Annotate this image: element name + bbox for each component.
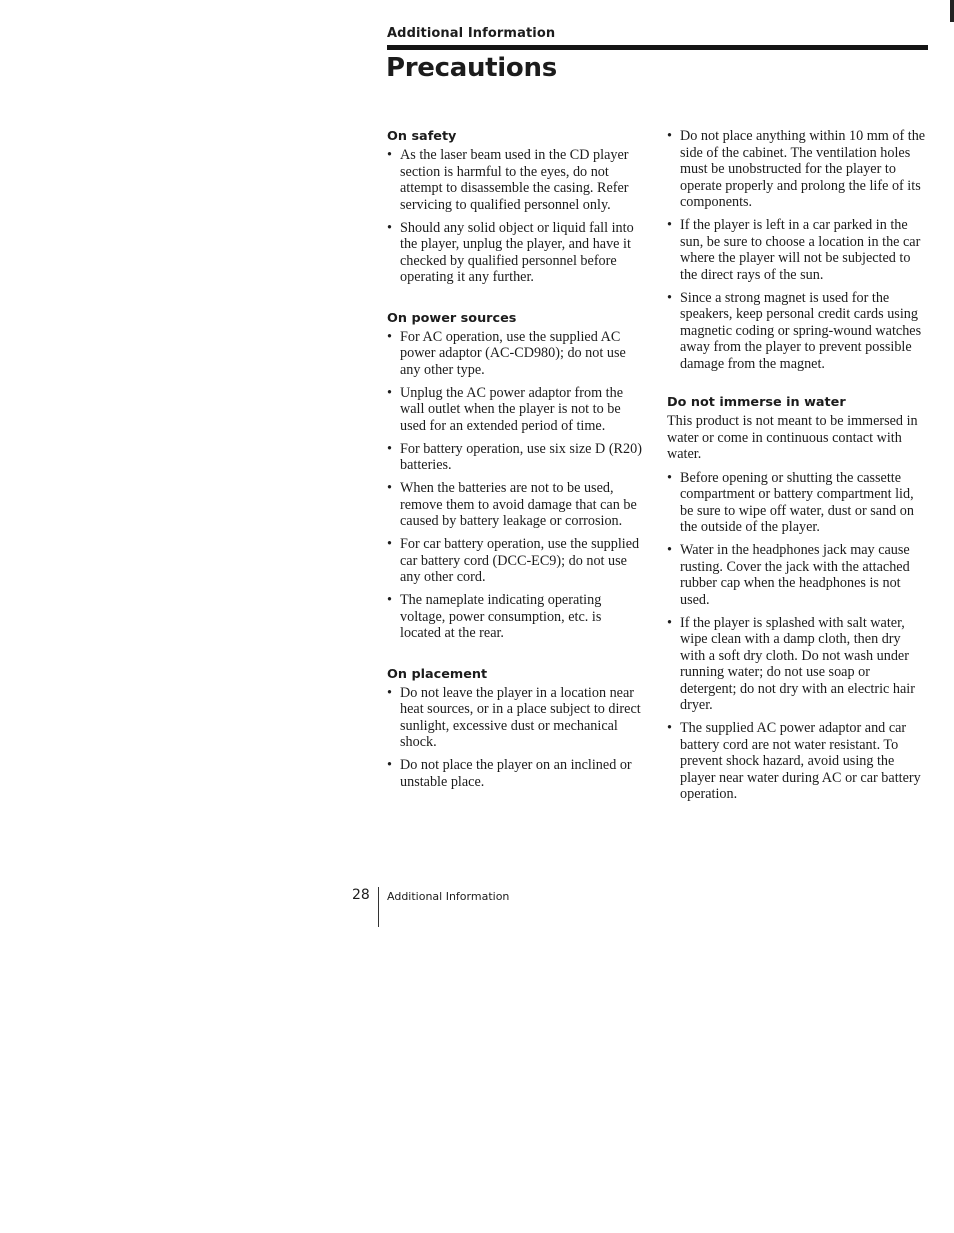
- edge-mark: [950, 0, 954, 22]
- footer-label: Additional Information: [387, 890, 510, 903]
- list-item: • When the batteries are not to be used, remove them to avoid damage that can be caused by battery leakage or corrosion.: [387, 480, 645, 530]
- page-number: 28: [352, 887, 370, 903]
- section-heading: On safety: [387, 129, 457, 144]
- section-label: Additional Information: [387, 26, 556, 41]
- section-on-power-sources: [387, 310, 645, 642]
- list-item: • Do not place the player on an inclined or unstable place.: [387, 757, 645, 790]
- list-item: • Should any solid object or liquid fall into the player, unplug the player, and have it checked by qualified personnel before operating it any further.: [387, 220, 645, 286]
- list-item: • The supplied AC power adaptor and car battery cord are not water resistant. To prevent shock hazard, avoid using the player near water during AC or car battery operation.: [667, 720, 927, 803]
- section-heading: Do not immerse in water: [667, 395, 846, 410]
- list-item: • The nameplate indicating operating voltage, power consumption, etc. is located at the rear.: [387, 592, 645, 642]
- section-do-not-immerse: [667, 394, 927, 803]
- list-item: • As the laser beam used in the CD player section is harmful to the eyes, do not attempt to disassemble the casing. Refer servicing to qualified personnel only.: [387, 147, 645, 213]
- list-item: • Do not leave the player in a location near heat sources, or in a place subject to direct sunlight, excessive dust or mechanical shock.: [387, 685, 645, 751]
- list-item: • Unplug the AC power adaptor from the wall outlet when the player is not to be used for an extended period of time.: [387, 385, 645, 435]
- header-rule: [387, 45, 928, 50]
- list-item: • For AC operation, use the supplied AC power adaptor (AC-CD980); do not use any other type.: [387, 329, 645, 379]
- bullet-list: [387, 685, 645, 791]
- section-placement-continued: [667, 128, 927, 372]
- section-on-safety: [387, 128, 645, 286]
- right-column: [667, 128, 927, 809]
- list-item: • Since a strong magnet is used for the speakers, keep personal credit cards using magnetic coding or spring-wound watches away from the player to prevent possible damage from the magnet.: [667, 290, 927, 373]
- section-on-placement: [387, 666, 645, 791]
- list-item: • For car battery operation, use the supplied car battery cord (DCC-EC9); do not use any other cord.: [387, 536, 645, 586]
- list-item: • Do not place anything within 10 mm of the side of the cabinet. The ventilation holes must be unobstructed for the player to operate properly and prolong the life of its components.: [667, 128, 927, 211]
- bullet-list: [667, 470, 927, 803]
- section-heading: On placement: [387, 666, 488, 682]
- bullet-list: [387, 147, 645, 286]
- list-item: • If the player is splashed with salt water, wipe clean with a damp cloth, then dry with a soft dry cloth. Do not wash under running water; do not use soap or detergent; do not dry with an electric hair dryer.: [667, 615, 927, 714]
- page-title: Precautions: [386, 53, 557, 83]
- bullet-list: [387, 329, 645, 642]
- bullet-list: [667, 128, 927, 372]
- list-item: • If the player is left in a car parked in the sun, be sure to choose a location in the car where the player will not be subjected to the direct rays of the sun.: [667, 217, 927, 283]
- list-item: • Water in the headphones jack may cause rusting. Cover the jack with the attached rubber cap when the headphones is not used.: [667, 542, 927, 608]
- list-item: • For battery operation, use six size D (R20) batteries.: [387, 441, 645, 474]
- section-intro: This product is not meant to be immersed in water or come in continuous contact with water.: [667, 413, 918, 462]
- section-heading: On power sources: [387, 310, 517, 326]
- footer-divider: [378, 887, 379, 927]
- left-column: [387, 128, 645, 797]
- list-item: • Before opening or shutting the cassette compartment or battery compartment lid, be sure to wipe off water, dust or sand on the outside of the player.: [667, 470, 927, 536]
